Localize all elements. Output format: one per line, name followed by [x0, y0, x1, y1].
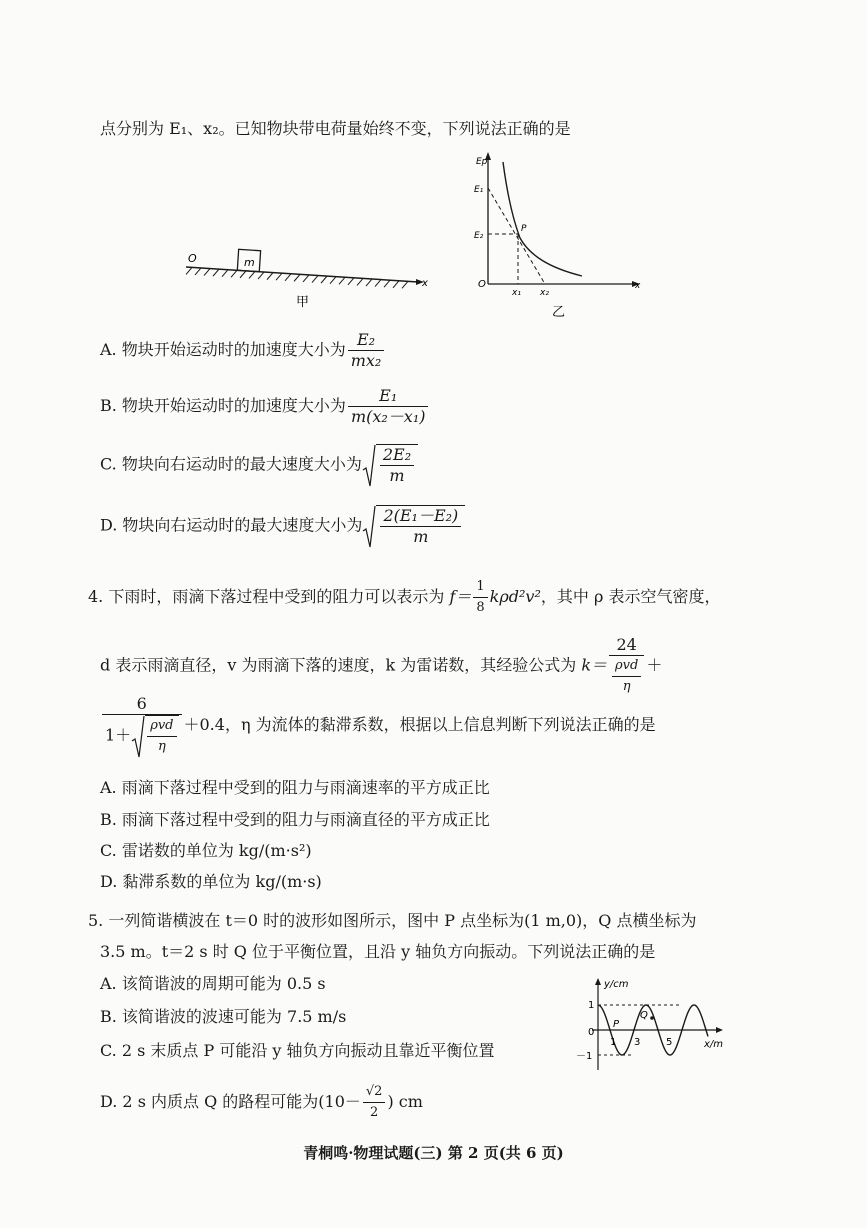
figure-yi	[470, 150, 650, 320]
q3-option-b-fraction	[348, 386, 429, 427]
q5-option-b: B. 该简谐波的波速可能为 7.5 m/s	[100, 1007, 347, 1026]
q4-k-fraction	[609, 635, 644, 697]
q4-k-inner-num: ρvd	[612, 656, 641, 677]
q4-line1	[88, 577, 720, 618]
page-footer: 青桐鸣·物理试题(三) 第 2 页(共 6 页)	[303, 1144, 564, 1162]
yi-x1-label: x₁	[512, 288, 521, 298]
yi-e1-label: E₁	[474, 185, 484, 195]
q3-c-numerator: 2E₂	[380, 445, 414, 466]
q5-line2: 3.5 m。t＝2 s 时 Q 位于平衡位置，且沿 y 轴负方向振动。下列说法正确的是	[100, 942, 656, 961]
wave-tick-x1: 1	[610, 1037, 617, 1048]
q3-option-d	[100, 505, 465, 547]
yi-x2-label: x₂	[540, 288, 549, 298]
q3-option-a-fraction	[348, 330, 385, 371]
q4-line3	[100, 694, 656, 757]
q3-option-d-text: D. 物块向右运动时的最大速度大小为	[100, 515, 363, 535]
q4-f-fraction	[473, 577, 487, 618]
wave-tick-y-pos: 1	[588, 1000, 595, 1011]
yi-y-axis-label: Ep	[476, 157, 488, 167]
q3-option-c	[100, 444, 418, 486]
q4-line2	[100, 635, 662, 697]
q4-f-den: 8	[476, 600, 485, 615]
q3-a-numerator: E₂	[348, 330, 385, 351]
q4-option-c: C. 雷诺数的单位为 kg/(m·s²)	[100, 841, 312, 860]
yi-origin: O	[478, 279, 486, 290]
q4-line3-text: ＋0.4，η 为流体的黏滞系数，根据以上信息判断下列说法正确的是	[183, 715, 656, 734]
q4-line3-num: 6	[102, 694, 182, 715]
wave-tick-y-neg: －1	[576, 1051, 593, 1062]
q4-option-d: D. 黏滞系数的单位为 kg/(m·s)	[100, 872, 322, 891]
q5-line1: 5. 一列简谐横波在 t＝0 时的波形如图所示，图中 P 点坐标为(1 m,0)，Q 点横坐标为	[88, 911, 697, 930]
q4-line3-fraction	[102, 694, 182, 757]
q4-line2-text: d 表示雨滴直径，v 为雨滴下落的速度，k 为雷诺数，其经验公式为	[100, 655, 582, 675]
q4-option-b: B. 雨滴下落过程中受到的阻力与雨滴直径的平方成正比	[100, 810, 490, 829]
wave-point-q: Q	[640, 1010, 648, 1021]
q3-a-denominator: mx₂	[350, 351, 382, 370]
yi-e2-label: E₂	[474, 231, 484, 241]
q4-k-inner-den: η	[622, 679, 631, 694]
q4-f-eq: f＝	[449, 587, 472, 606]
wave-figure	[568, 975, 728, 1075]
q5-option-d-text: D. 2 s 内质点 Q 的路程可能为(10－	[100, 1092, 361, 1111]
q4-k-eq: k＝	[581, 655, 608, 675]
q3-b-denominator: m(x₂－x₁)	[350, 407, 426, 426]
q3-c-sqrt	[362, 444, 418, 486]
q5-option-a: A. 该简谐波的周期可能为 0.5 s	[100, 974, 326, 993]
q3-intro: 点分别为 E₁、x₂。已知物块带电荷量始终不变，下列说法正确的是	[100, 119, 571, 138]
wave-tick-x5: 5	[666, 1037, 673, 1048]
q4-line3-den-prefix: 1＋	[105, 725, 132, 745]
figure-jia	[178, 240, 438, 320]
jia-block-label: m	[244, 256, 255, 269]
q5-option-d-fraction	[363, 1082, 386, 1123]
q3-option-a-text: A. 物块开始运动时的加速度大小为	[100, 340, 346, 359]
q5-d-den: 2	[370, 1105, 379, 1120]
wave-origin: 0	[588, 1027, 595, 1038]
q4-f-expr: kρd²v²	[489, 587, 541, 606]
wave-tick-x3: 3	[634, 1037, 641, 1048]
wave-point-p: P	[613, 1019, 620, 1030]
q4-line3-sqrt-den: η	[157, 739, 166, 754]
jia-caption: 甲	[296, 295, 310, 310]
q4-line1-text-a: 4. 下雨时，雨滴下落过程中受到的阻力可以表示为	[88, 587, 450, 606]
q3-option-b	[100, 386, 430, 427]
yi-point-p: P	[521, 224, 527, 234]
q4-plus: ＋	[646, 655, 663, 675]
q4-k-num: 24	[609, 635, 644, 656]
q5-option-d-suffix: ) cm	[387, 1092, 423, 1111]
q4-line1-text-b: ，其中 ρ 表示空气密度，	[540, 587, 721, 606]
wave-x-label: x/m	[704, 1039, 724, 1050]
wave-y-label: y/cm	[604, 979, 629, 990]
q5-d-num: √2	[363, 1082, 386, 1103]
q4-line3-sqrt-num: ρvd	[147, 716, 176, 737]
jia-x-axis-label: x	[422, 278, 428, 289]
q5-option-d	[100, 1082, 423, 1123]
q3-d-numerator: 2(E₁－E₂)	[380, 506, 461, 527]
yi-x-axis-label: x	[635, 281, 641, 291]
q3-b-numerator: E₁	[348, 386, 429, 407]
q3-d-denominator: m	[413, 527, 429, 546]
q3-option-c-text: C. 物块向右运动时的最大速度大小为	[100, 454, 362, 474]
q4-f-num: 1	[473, 577, 487, 598]
jia-origin: O	[188, 252, 197, 265]
yi-caption: 乙	[552, 305, 566, 320]
q4-option-a: A. 雨滴下落过程中受到的阻力与雨滴速率的平方成正比	[100, 778, 490, 797]
q3-d-sqrt	[362, 505, 465, 547]
q4-line3-sqrt	[131, 715, 178, 757]
q3-c-denominator: m	[389, 466, 405, 485]
q3-option-b-text: B. 物块开始运动时的加速度大小为	[100, 396, 346, 415]
q3-option-a	[100, 330, 386, 371]
q5-option-c: C. 2 s 末质点 P 可能沿 y 轴负方向振动且靠近平衡位置	[100, 1041, 495, 1060]
